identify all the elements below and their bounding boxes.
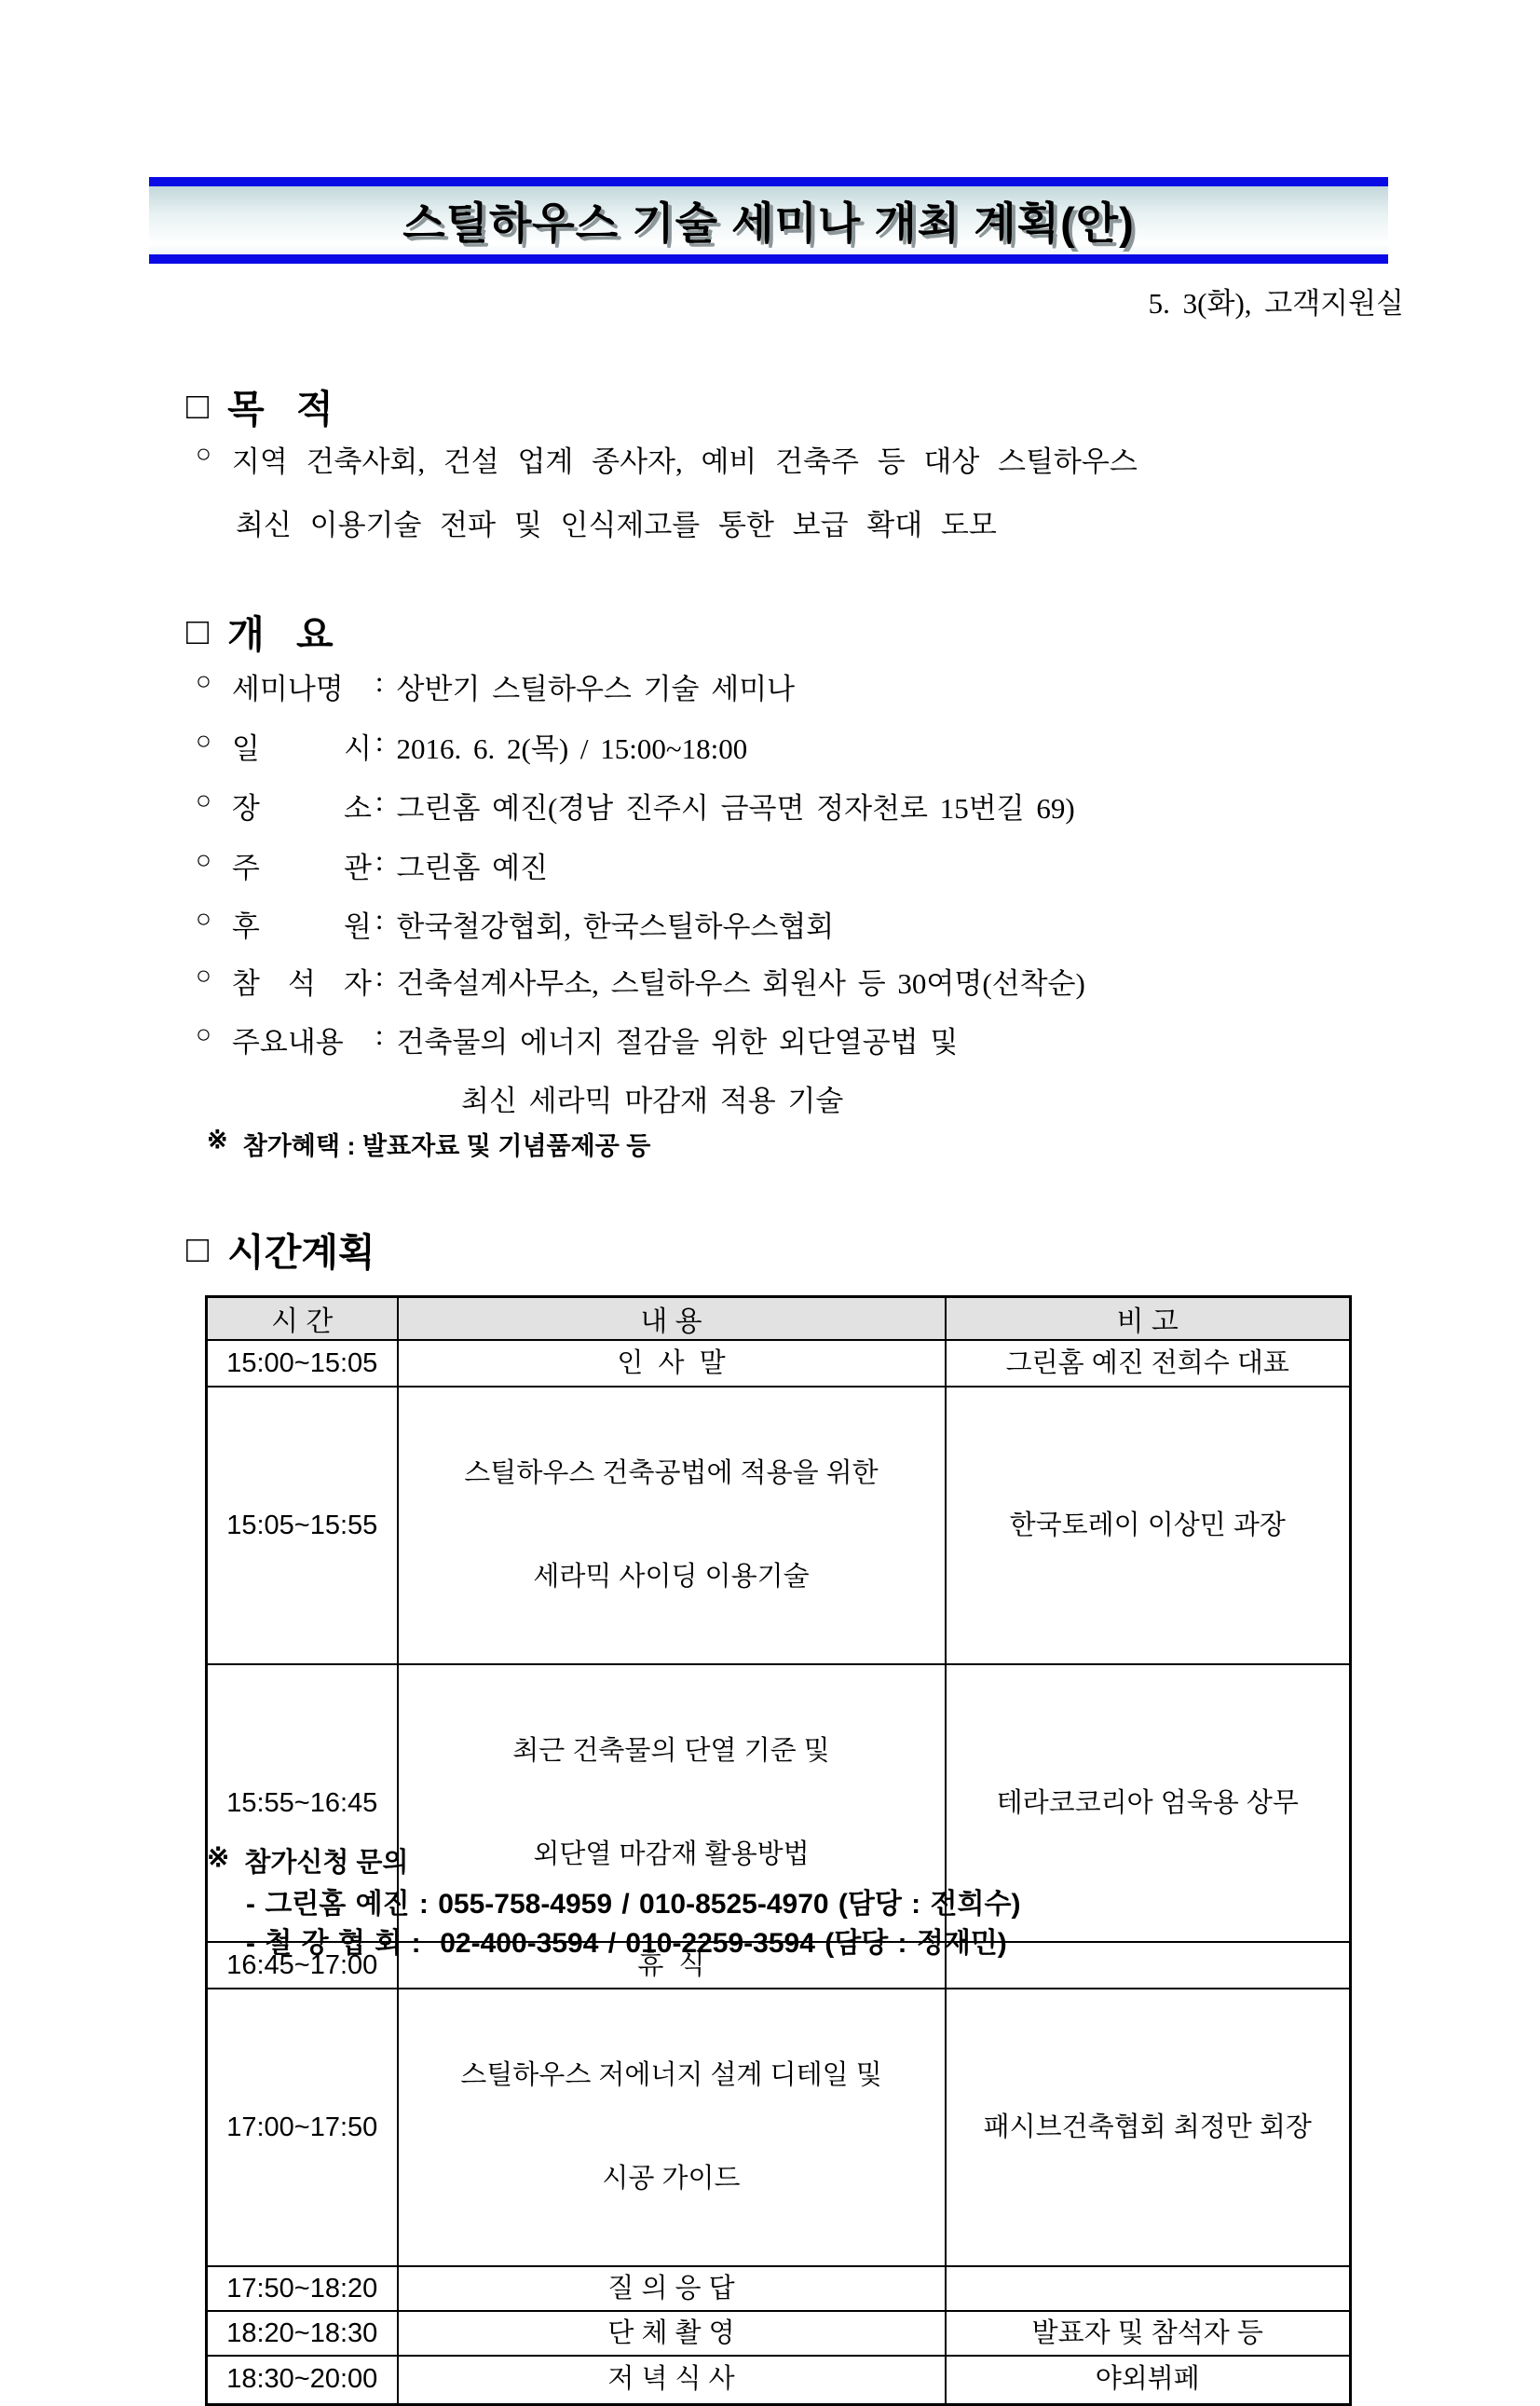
circle-bullet-icon: ○ [196, 727, 211, 756]
item-value: 그린홈 예진 [396, 852, 549, 884]
section-heading-overview [186, 604, 334, 659]
schedule-row [207, 2311, 1351, 2356]
purpose-line-2: 최신 이용기술 전파 및 인식제고를 통한 보급 확대 도모 [236, 509, 997, 541]
square-bullet-icon: □ [186, 1228, 210, 1270]
schedule-row [207, 1989, 1351, 2266]
overview-item-main-content [196, 1018, 958, 1060]
square-bullet-icon: □ [186, 610, 210, 652]
contact-line-steel-assoc: - 철 강 협 회 : 02-400-3594 / 010-2259-3594 (담당 : 정재민) [246, 1928, 1007, 1959]
section-heading-purpose [186, 378, 334, 433]
circle-bullet-icon: ○ [196, 905, 211, 934]
document-title: 스틸하우스 기술 세미나 개최 계획(안) [402, 198, 1135, 248]
item-value: 상반기 스틸하우스 기술 세미나 [396, 673, 796, 705]
date-department-line: 5. 3(화), 고객지원실 [1148, 287, 1404, 320]
cell-note: 그린홈 예진 전희수 대표 [946, 1340, 1351, 1387]
schedule-row [207, 1340, 1351, 1387]
overview-item-sponsor [196, 903, 834, 945]
item-label: 주 관 [231, 852, 372, 884]
contact-heading [207, 1841, 408, 1880]
title-banner [149, 177, 1388, 264]
item-label: 일 시 [231, 732, 372, 765]
item-value: 그린홈 예진(경남 진주시 금곡면 정자천로 15번길 69) [396, 792, 1075, 825]
overview-item-attendees [196, 960, 1085, 1002]
circle-bullet-icon: ○ [196, 667, 211, 696]
cell-note [946, 2266, 1351, 2311]
schedule-heading-text: 시간계획 [227, 1231, 375, 1274]
content-line: 질 의 응 답 [607, 2273, 735, 2303]
cell-note: 테라코코리아 엄욱용 상무 [946, 1664, 1351, 1942]
schedule-row [207, 1387, 1351, 1664]
cell-content [398, 2266, 946, 2311]
contact-heading-text: 참가신청 문의 [244, 1848, 409, 1878]
benefit-note [207, 1126, 650, 1162]
cell-note: 한국토레이 이상민 과장 [946, 1387, 1351, 1664]
schedule-header-row [207, 1297, 1351, 1341]
header-content: 내 용 [398, 1297, 946, 1341]
circle-bullet-icon: ○ [196, 786, 211, 815]
content-line: 저 녁 식 사 [607, 2364, 735, 2395]
item-label: 장 소 [231, 792, 372, 825]
content-line: 외단열 마감재 활용방법 [533, 1839, 810, 1869]
cell-time: 15:05~15:55 [207, 1387, 398, 1664]
item-label: 주요내용 [231, 1026, 344, 1059]
schedule-row [207, 2266, 1351, 2311]
overview-item-datetime [196, 725, 747, 767]
overview-item-place [196, 785, 1075, 827]
cell-content [398, 1340, 946, 1387]
item-value: 한국철강협회, 한국스틸하우스협회 [396, 910, 835, 943]
banner-bottom-bar [149, 254, 1388, 264]
square-bullet-icon: □ [186, 385, 210, 427]
content-line: 스틸하우스 저에너지 설계 디테일 및 [460, 2060, 882, 2090]
banner-background [149, 186, 1388, 254]
cell-time: 17:00~17:50 [207, 1989, 398, 2266]
overview-item-seminar-name [196, 665, 795, 707]
benefit-note-text: 참가혜택 : 발표자료 및 기념품제공 등 [242, 1132, 651, 1160]
label-colon: : [375, 785, 384, 817]
cell-note: 패시브건축협회 최정만 회장 [946, 1989, 1351, 2266]
cell-content [398, 2311, 946, 2356]
content-line: 단 체 촬 영 [607, 2317, 735, 2348]
label-colon: : [375, 725, 384, 758]
section-heading-schedule [186, 1222, 375, 1277]
purpose-line-1 [196, 438, 1138, 480]
reference-mark-icon: ※ [207, 1126, 228, 1154]
purpose-heading-text: 목 적 [227, 388, 334, 431]
purpose-text: 지역 건축사회, 건설 업계 종사자, 예비 건축주 등 대상 스틸하우스 [231, 445, 1138, 478]
circle-bullet-icon: ○ [196, 846, 211, 875]
item-label: 세미나명 [231, 673, 344, 705]
content-line: 세라믹 사이딩 이용기술 [533, 1562, 810, 1592]
item-value: 건축설계사무소, 스틸하우스 회원사 등 30여명(선착순) [396, 967, 1085, 1000]
item-label: 후 원 [231, 910, 372, 943]
header-note: 비 고 [946, 1297, 1351, 1341]
label-colon: : [375, 903, 384, 936]
circle-bullet-icon: ○ [196, 962, 211, 991]
cell-time: 16:45~17:00 [207, 1942, 398, 1989]
header-time: 시 간 [207, 1297, 398, 1341]
overview-main-content-line-2: 최신 세라믹 마감재 적용 기술 [461, 1085, 844, 1117]
cell-time: 17:50~18:20 [207, 2266, 398, 2311]
banner-top-bar [149, 177, 1388, 186]
reference-mark-icon: ※ [207, 1843, 230, 1873]
label-colon: : [375, 960, 384, 992]
cell-time: 15:00~15:05 [207, 1340, 398, 1387]
label-colon: : [375, 665, 384, 698]
cell-note: 야외뷔페 [946, 2356, 1351, 2404]
circle-bullet-icon: ○ [196, 440, 211, 469]
content-line: 최근 건축물의 단열 기준 및 [512, 1736, 830, 1766]
item-value: 건축물의 에너지 절감을 위한 외단열공법 및 [396, 1026, 959, 1059]
cell-time: 18:30~20:00 [207, 2356, 398, 2404]
label-colon: : [375, 844, 384, 877]
label-colon: : [375, 1018, 384, 1051]
content-line: 시공 가이드 [602, 2164, 741, 2194]
overview-item-host [196, 844, 548, 886]
circle-bullet-icon: ○ [196, 1020, 211, 1049]
item-label: 참 석 자 [231, 967, 372, 1000]
cell-time: 15:55~16:45 [207, 1664, 398, 1942]
content-line: 스틸하우스 건축공법에 적용을 위한 [464, 1458, 879, 1488]
cell-time: 18:20~18:30 [207, 2311, 398, 2356]
contact-line-greenhome: - 그린홈 예진 : 055-758-4959 / 010-8525-4970 (담당 : 전희수) [246, 1889, 1021, 1920]
cell-content [398, 2356, 946, 2404]
content-line: 인 사 말 [617, 1347, 726, 1378]
content-line: 휴 식 [637, 1949, 705, 1980]
cell-content [398, 1387, 946, 1664]
schedule-row [207, 2356, 1351, 2404]
item-value: 2016. 6. 2(목) / 15:00~18:00 [396, 732, 748, 765]
cell-note: 발표자 및 참석자 등 [946, 2311, 1351, 2356]
overview-heading-text: 개 요 [227, 613, 334, 656]
cell-content [398, 1989, 946, 2266]
